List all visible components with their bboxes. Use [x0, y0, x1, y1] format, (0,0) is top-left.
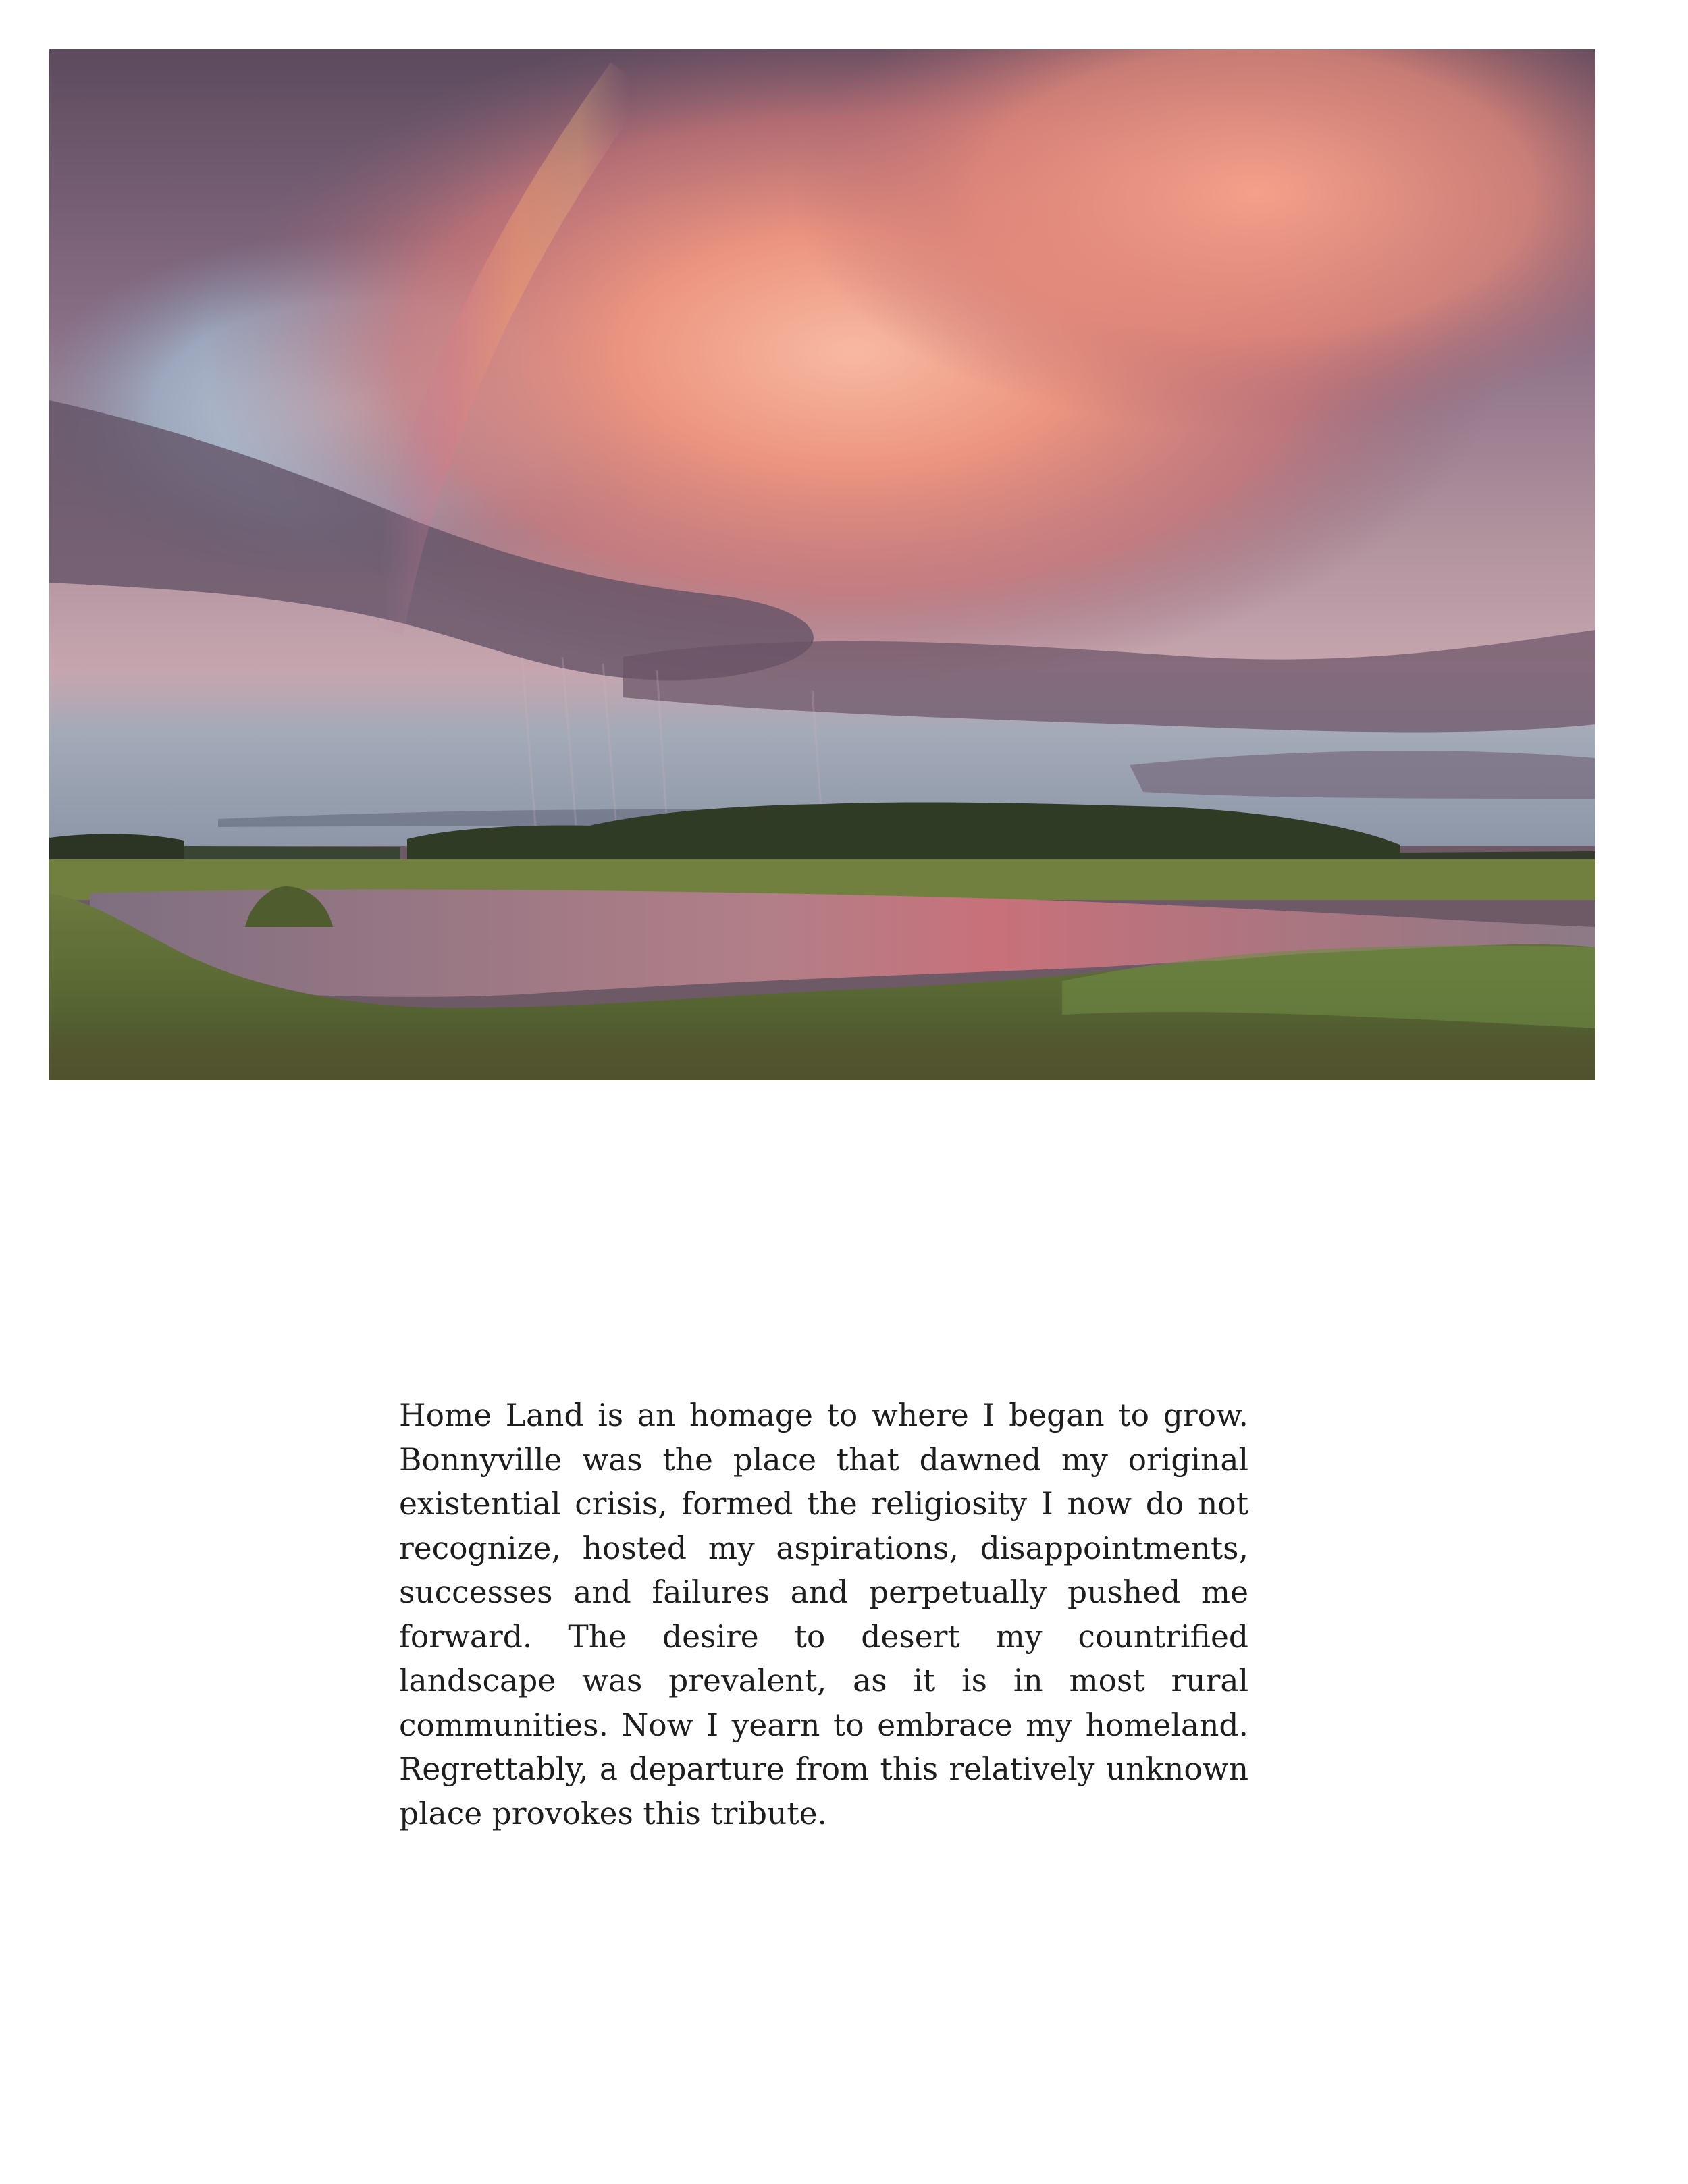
- landscape-photo-illustration: [49, 49, 1595, 1080]
- article-body: Home Land is an homage to where I began to grow. Bonnyville was the place that dawned my original existential crisis, formed the religiosity I now do not recognize, hosted my aspirations, disappointments, successes and failures and perpetually pushed me forward. The desire to desert my countrified landscape was prevalent, as it is in most rural communities. Now I yearn to embrace my homeland. Regrettably, a departure from this relatively unknown place provokes this tribute.: [399, 1397, 1248, 1832]
- landscape-photo: [49, 49, 1595, 1080]
- article-text-block: [399, 1393, 1248, 1832]
